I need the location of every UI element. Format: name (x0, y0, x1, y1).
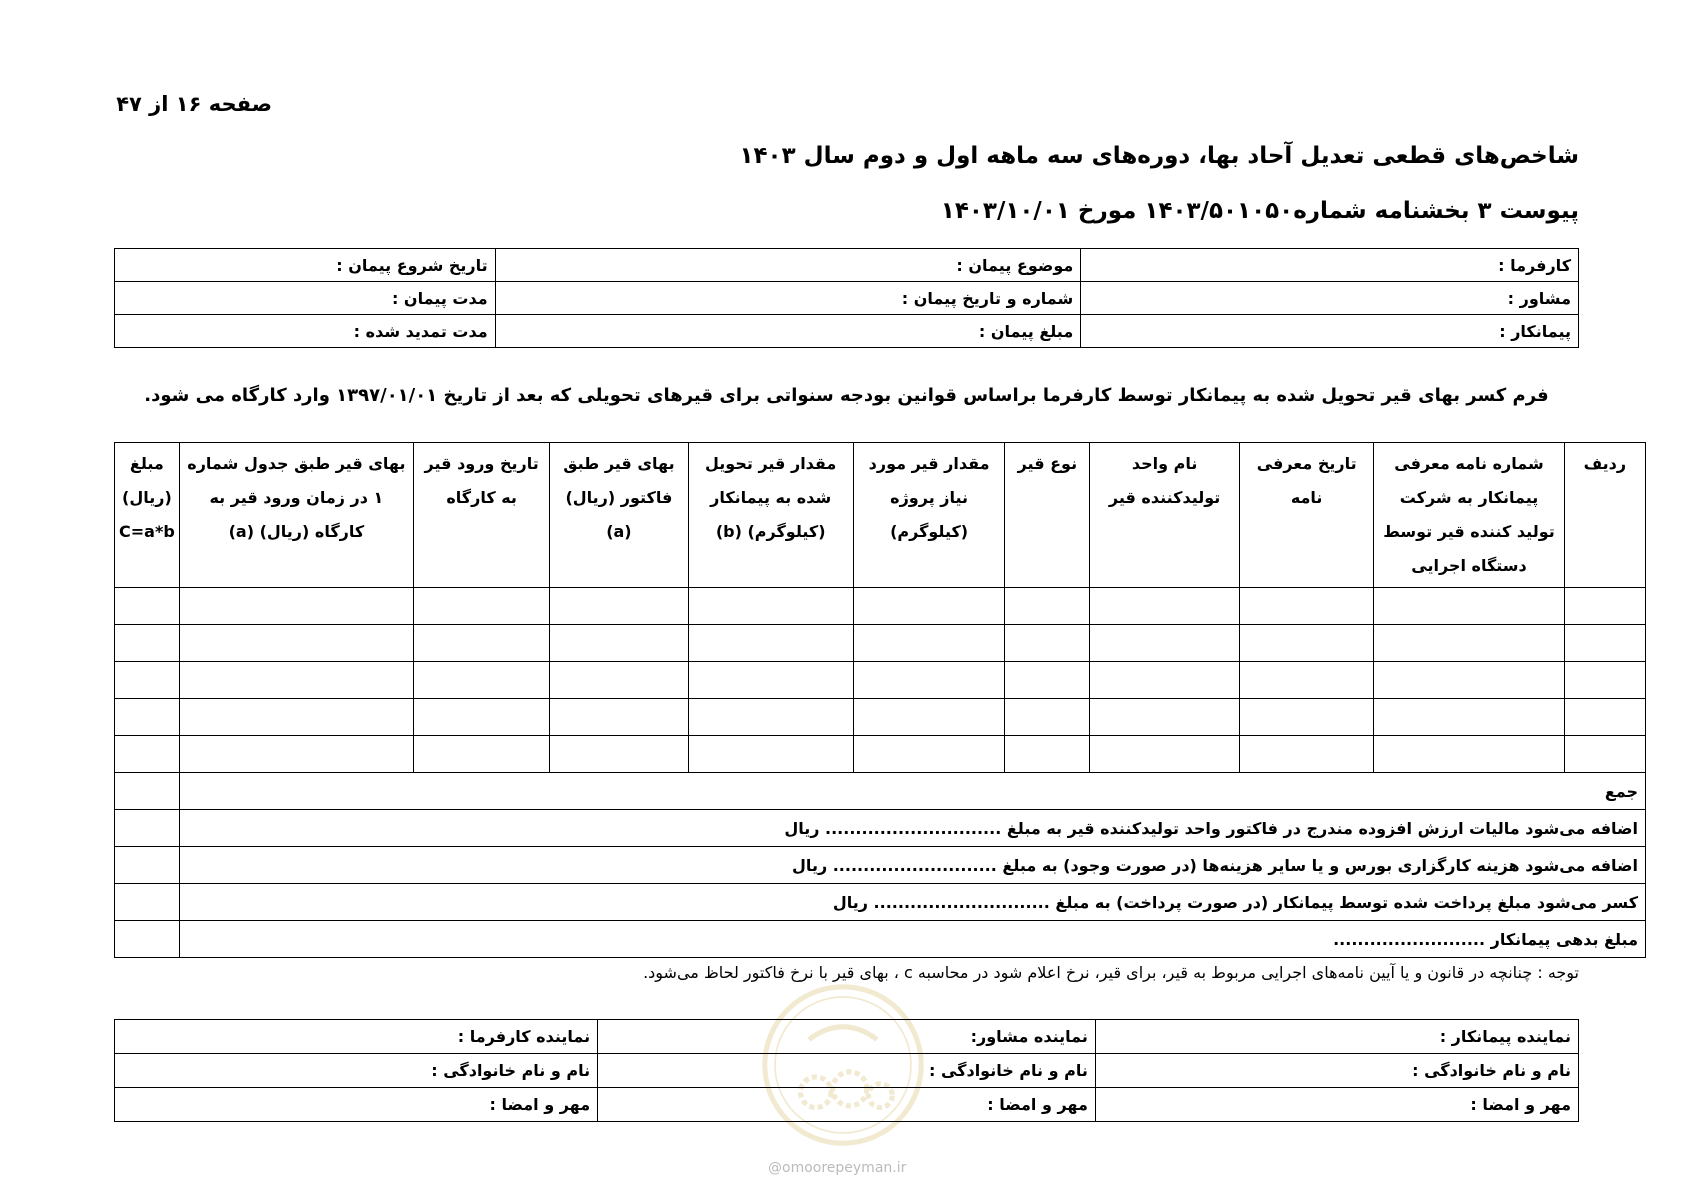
empty-cell[interactable] (179, 736, 413, 773)
deduction-label: کسر می‌شود مبلغ پرداخت شده توسط پیمانکار (در صورت پرداخت) به مبلغ ............................. ریال (179, 884, 1645, 921)
header-entry-date: تاریخ ورود قیر به کارگاه (414, 443, 550, 588)
empty-cell[interactable] (1090, 662, 1240, 699)
empty-cell[interactable] (1564, 662, 1645, 699)
total-amount-cell[interactable] (115, 773, 180, 810)
employer-name: نام و نام خانوادگی : (115, 1054, 598, 1088)
watermark-text: @omoorepeyman.ir (768, 1160, 907, 1176)
empty-cell[interactable] (1239, 625, 1373, 662)
table-row (115, 588, 1646, 625)
empty-cell[interactable] (414, 662, 550, 699)
total-row (115, 773, 1646, 810)
empty-cell[interactable] (1090, 699, 1240, 736)
empty-cell[interactable] (1090, 625, 1240, 662)
empty-cell[interactable] (179, 625, 413, 662)
employer-rep: نماینده کارفرما : (115, 1020, 598, 1054)
empty-cell[interactable] (179, 588, 413, 625)
brokerage-row (115, 847, 1646, 884)
header-table-price: بهای قیر طبق جدول شماره ۱ در زمان ورود قیر به کارگاه (ریال) (a) (179, 443, 413, 588)
contractor-rep: نماینده پیمانکار : (1095, 1020, 1578, 1054)
contract-subject-field: موضوع پیمان : (495, 249, 1081, 282)
empty-cell[interactable] (1564, 588, 1645, 625)
empty-cell[interactable] (853, 736, 1005, 773)
table-row (115, 625, 1646, 662)
deduction-row (115, 884, 1646, 921)
contractor-seal: مهر و امضا : (1095, 1088, 1578, 1122)
empty-cell[interactable] (115, 662, 180, 699)
debt-amount-cell[interactable] (115, 921, 180, 958)
empty-cell[interactable] (414, 625, 550, 662)
header-invoice-price: بهای قیر طبق فاکتور (ریال) (a) (550, 443, 688, 588)
empty-cell[interactable] (115, 625, 180, 662)
contractor-name: نام و نام خانوادگی : (1095, 1054, 1578, 1088)
empty-cell[interactable] (1564, 699, 1645, 736)
table-row (115, 699, 1646, 736)
header-required-quantity: مقدار قیر مورد نیاز پروژه (کیلوگرم) (853, 443, 1005, 588)
page-number: صفحه ۱۶ از ۴۷ (116, 92, 272, 116)
empty-cell[interactable] (1239, 699, 1373, 736)
empty-cell[interactable] (1374, 588, 1564, 625)
empty-cell[interactable] (688, 699, 853, 736)
empty-cell[interactable] (550, 662, 688, 699)
header-letter-number: شماره نامه معرفی پیمانکار به شرکت تولید کننده قیر توسط دستگاه اجرایی (1374, 443, 1564, 588)
empty-cell[interactable] (853, 625, 1005, 662)
vat-row (115, 810, 1646, 847)
info-row (115, 315, 1579, 348)
signature-table (114, 1019, 1579, 1122)
consultant-field: مشاور : (1081, 282, 1579, 315)
empty-cell[interactable] (550, 736, 688, 773)
deduction-amount-cell[interactable] (115, 884, 180, 921)
brokerage-amount-cell[interactable] (115, 847, 180, 884)
empty-cell[interactable] (1005, 625, 1090, 662)
info-row (115, 282, 1579, 315)
contract-duration-field: مدت پیمان : (115, 282, 496, 315)
header-producer-name: نام واحد تولیدکننده قیر (1090, 443, 1240, 588)
empty-cell[interactable] (179, 662, 413, 699)
employer-field: کارفرما : (1081, 249, 1579, 282)
header-bitumen-type: نوع قیر (1005, 443, 1090, 588)
extended-duration-field: مدت تمدید شده : (115, 315, 496, 348)
contractor-field: پیمانکار : (1081, 315, 1579, 348)
empty-cell[interactable] (1090, 736, 1240, 773)
contract-number-date-field: شماره و تاریخ پیمان : (495, 282, 1081, 315)
vat-amount-cell[interactable] (115, 810, 180, 847)
vat-label: اضافه می‌شود مالیات ارزش افزوده مندرج در فاکتور واحد تولیدکننده قیر به مبلغ ............................. ریال (179, 810, 1645, 847)
empty-cell[interactable] (1374, 662, 1564, 699)
consultant-seal: مهر و امضا : (598, 1088, 1096, 1122)
contract-start-field: تاریخ شروع پیمان : (115, 249, 496, 282)
empty-cell[interactable] (1374, 699, 1564, 736)
empty-cell[interactable] (1564, 625, 1645, 662)
info-row (115, 249, 1579, 282)
empty-cell[interactable] (1374, 625, 1564, 662)
contract-info-table (114, 248, 1579, 348)
contract-amount-field: مبلغ پیمان : (495, 315, 1081, 348)
header-row-number: ردیف (1564, 443, 1645, 588)
empty-cell[interactable] (688, 588, 853, 625)
debt-label: مبلغ بدهی پیمانکار ......................... (179, 921, 1645, 958)
empty-cell[interactable] (853, 699, 1005, 736)
empty-cell[interactable] (179, 699, 413, 736)
form-title: فرم کسر بهای قیر تحویل شده به پیمانکار توسط کارفرما براساس قوانین بودجه سنواتی برای قیرهای تحویلی که بعد از تاریخ ۱۳۹۷/۰۱/۰۱ وارد کارگاه می شود. (144, 385, 1549, 406)
empty-cell[interactable] (550, 625, 688, 662)
empty-cell[interactable] (414, 699, 550, 736)
empty-cell[interactable] (550, 699, 688, 736)
empty-cell[interactable] (1005, 699, 1090, 736)
signature-row (115, 1020, 1579, 1054)
empty-cell[interactable] (115, 699, 180, 736)
empty-cell[interactable] (115, 588, 180, 625)
empty-cell[interactable] (1005, 736, 1090, 773)
brokerage-label: اضافه می‌شود هزینه کارگزاری بورس و یا سایر هزینه‌ها (در صورت وجود) به مبلغ ........................... ریال (179, 847, 1645, 884)
table-header-row (115, 443, 1646, 588)
header-amount: مبلغ (ریال) C=a*b (115, 443, 180, 588)
empty-cell[interactable] (688, 736, 853, 773)
bitumen-table (114, 442, 1646, 958)
empty-cell[interactable] (1239, 662, 1373, 699)
debt-row (115, 921, 1646, 958)
document-subtitle: پیوست ۳ بخشنامه شماره۱۴۰۳/۵۰۱۰۵۰ مورخ ۱۴۰۳/۱۰/۰۱ (940, 198, 1579, 224)
signature-row (115, 1054, 1579, 1088)
empty-cell[interactable] (688, 662, 853, 699)
empty-cell[interactable] (1005, 662, 1090, 699)
header-delivered-quantity: مقدار قیر تحویل شده به پیمانکار (کیلوگرم) (b) (688, 443, 853, 588)
empty-cell[interactable] (1564, 736, 1645, 773)
table-row (115, 662, 1646, 699)
consultant-name: نام و نام خانوادگی : (598, 1054, 1096, 1088)
signature-row (115, 1088, 1579, 1122)
empty-cell[interactable] (414, 588, 550, 625)
empty-cell[interactable] (853, 662, 1005, 699)
total-label: جمع (179, 773, 1645, 810)
table-row (115, 736, 1646, 773)
empty-cell[interactable] (853, 588, 1005, 625)
empty-cell[interactable] (1090, 588, 1240, 625)
empty-cell[interactable] (1374, 736, 1564, 773)
note-text: توجه : چنانچه در قانون و یا آیین نامه‌های اجرایی مربوط به قیر، برای قیر، نرخ اعلام شود در محاسبه c ، بهای قیر با نرخ فاکتور لحاظ می‌شود. (643, 963, 1579, 982)
empty-cell[interactable] (688, 625, 853, 662)
empty-cell[interactable] (550, 588, 688, 625)
document-title: شاخص‌های قطعی تعدیل آحاد بها، دوره‌های سه ماهه اول و دوم سال ۱۴۰۳ (739, 143, 1579, 169)
empty-cell[interactable] (1005, 588, 1090, 625)
consultant-rep: نماینده مشاور: (598, 1020, 1096, 1054)
header-letter-date: تاریخ معرفی نامه (1239, 443, 1373, 588)
empty-cell[interactable] (1239, 588, 1373, 625)
empty-cell[interactable] (115, 736, 180, 773)
empty-cell[interactable] (1239, 736, 1373, 773)
empty-cell[interactable] (414, 736, 550, 773)
employer-seal: مهر و امضا : (115, 1088, 598, 1122)
